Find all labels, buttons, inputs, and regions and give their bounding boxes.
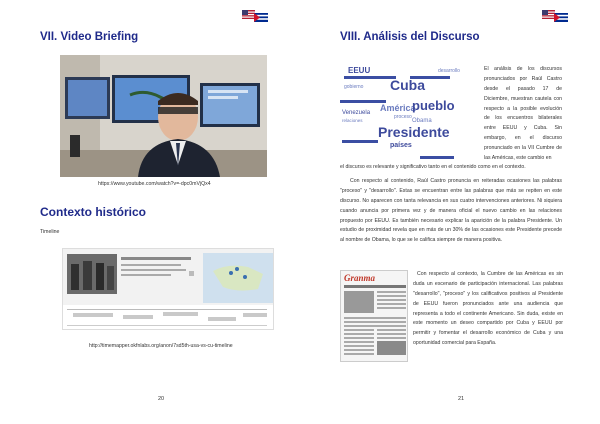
- timeline-widget[interactable]: [62, 248, 274, 330]
- newspaper-title: Granma: [344, 273, 376, 283]
- wc-word: Cuba: [390, 77, 425, 93]
- analysis-paragraph-1-side: El análisis de los discursos pronunciados por Raúl Castro desde el pasado 17 de Diciembre, muestran cautela con respecto a la posible evolución de los encuentros bilaterales entre EEUU y Cuba. Sin embargo, en el discurso pronunciado en la VII Cumbre de las Américas, este cambio en: [484, 66, 562, 161]
- right-page: [300, 0, 600, 424]
- timeline-label: Timeline: [40, 229, 60, 235]
- newspaper-clipping-image: [340, 270, 408, 362]
- wordcloud-bar: [420, 156, 454, 159]
- wc-word: Presidente: [378, 124, 450, 140]
- analysis-paragraph-3: Con respecto al contexto, la Cumbre de las Américas es sin duda un escenario de participación internacional. Las palabras "desarrollo", "proceso" y los calificativos positivos al Presidente de EEUU fueron pronunciados ante una audiencia que representa a todo el continente Americano. Sin duda, existe en este momento un deseo compartido por Cuba y EEUU por permitir y fomentar el desarrollo económico de Cuba y una oportunidad comercial para España.: [413, 271, 563, 347]
- wc-word: EEUU: [348, 66, 371, 75]
- analysis-paragraph-1-continued: el discurso es relevante y significativo tanto en el contenido como en el contexto.: [340, 164, 526, 170]
- wc-word: desarrollo: [438, 68, 460, 74]
- wc-word: América: [380, 103, 416, 113]
- video-thumbnail[interactable]: [60, 55, 267, 177]
- section-heading-video-briefing: VII. Video Briefing: [40, 31, 139, 43]
- wc-word: países: [390, 142, 412, 149]
- wc-word: proceso: [394, 114, 412, 120]
- analysis-paragraph-2: Con respecto al contenido, Raúl Castro pronuncia en reiteradas ocasiones las palabras "proceso" y "desarrollo". Estas se encuentran entre las palabras que más se repiten en este discurso. No aparecen con tanta relevancia en sus cuatro intervenciones anteriores. Ni siquiera cuando anuncia por primera vez y de manera oficial el nuevo cambio en las relaciones propuesto por EEUU. Es también necesario explicar la aparición de la palabra Presidente. Un estudio de proximidad revela que en más de un 30% de las ocasiones este Presidente precede al nombre de Obama, lo que se le califica siempre de manera positiva.: [340, 178, 562, 244]
- us-cuba-flags-logo-icon: [542, 8, 570, 24]
- wc-word: pueblo: [412, 98, 455, 113]
- wc-word: Obama: [412, 118, 432, 124]
- page-number-left: 20: [158, 396, 165, 402]
- wordcloud-bar: [344, 76, 396, 79]
- wordcloud-bar: [342, 140, 378, 143]
- wc-word: gobierno: [344, 84, 364, 90]
- us-cuba-flags-logo-icon: [242, 8, 270, 24]
- timeline-url-caption[interactable]: http://timemapper.okfnlabs.org/anon/7sd5th-usa-vs-cu-timeline: [89, 343, 233, 349]
- wc-word: Venezuela: [342, 110, 371, 116]
- word-cloud-image: [340, 62, 480, 162]
- section-heading-contexto-historico: Contexto histórico: [40, 205, 147, 219]
- wc-word: relaciones: [342, 118, 363, 123]
- page-number-right: 21: [458, 396, 465, 402]
- video-url-caption[interactable]: https://www.youtube.com/watch?v=-dpc0mVjQx4: [98, 181, 211, 187]
- section-heading-analisis-discurso: VIII. Análisis del Discurso: [340, 31, 480, 43]
